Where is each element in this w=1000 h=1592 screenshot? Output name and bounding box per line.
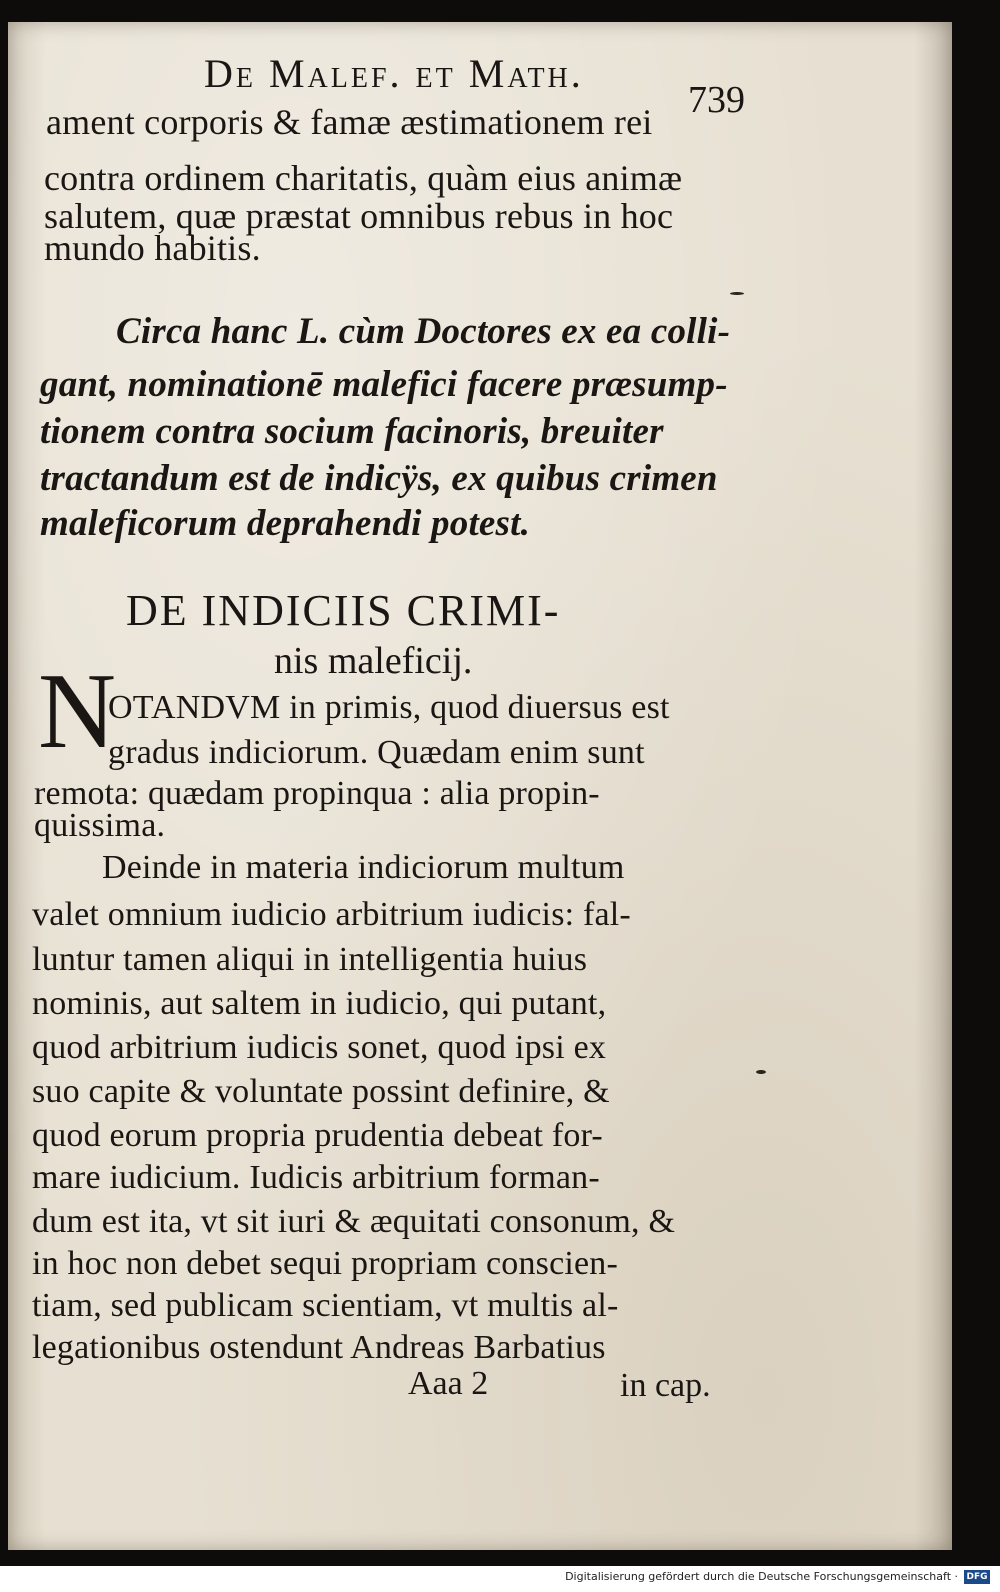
text-line: mundo habitis. (44, 228, 261, 268)
text-line: quissima. (34, 807, 166, 844)
text-line: nominis, aut saltem in iudicio, qui putant, (32, 985, 607, 1022)
credit-bar (0, 1566, 1000, 1592)
italic-line: Circa hanc L. cùm Doctores ex ea colli- (116, 311, 731, 352)
text-line: valet omnium iudicio arbitrium iudicis: fal- (32, 896, 631, 933)
credit-text: Digitalisierung gefördert durch die Deutsche Forschungsgemeinschaft · (565, 1570, 958, 1583)
ink-speck (756, 1070, 766, 1074)
book-page (8, 22, 952, 1550)
text-line: legationibus ostendunt Andreas Barbatius (32, 1329, 606, 1366)
page-number: 739 (688, 79, 745, 121)
section-heading-continuation: nis maleficij. (274, 640, 473, 682)
ink-speck (730, 292, 744, 295)
text-line: salutem, quæ præstat omnibus rebus in hoc (44, 196, 674, 236)
text-line: remota: quædam propinqua : alia propin- (34, 775, 600, 812)
text-line: Deinde in materia indiciorum multum (102, 849, 625, 886)
drop-cap: N (38, 652, 116, 771)
catchword: in cap. (620, 1367, 711, 1404)
text-line: contra ordinem charitatis, quàm eius animæ (44, 158, 683, 198)
text-line: quod eorum propria prudentia debeat for- (32, 1117, 603, 1154)
italic-line: maleficorum deprahendi potest. (40, 503, 531, 544)
text-line: suo capite & voluntate possint definire, & (32, 1073, 610, 1110)
italic-line: gant, nominationē malefici facere præsump- (40, 364, 728, 405)
text-line: tiam, sed publicam scientiam, vt multis al- (32, 1287, 619, 1324)
text-line: gradus indiciorum. Quædam enim sunt (108, 734, 645, 771)
dfg-logo-badge: DFG (964, 1570, 990, 1584)
text-line: dum est ita, vt sit iuri & æquitati consonum, & (32, 1203, 676, 1240)
text-line: quod arbitrium iudicis sonet, quod ipsi ex (32, 1029, 607, 1066)
text-line: in hoc non debet sequi propriam conscien- (32, 1245, 619, 1282)
text-line: mare iudicium. Iudicis arbitrium forman- (32, 1159, 600, 1196)
text-line: ament corporis & famæ æstimationem rei (46, 102, 653, 142)
text-line: luntur tamen aliqui in intelligentia huius (32, 941, 588, 978)
text-line: OTANDVM in primis, quod diuersus est (108, 689, 670, 726)
signature-mark: Aaa 2 (408, 1365, 489, 1402)
running-head: De Malef. et Math. (204, 51, 584, 96)
italic-line: tractandum est de indicÿs, ex quibus crimen (40, 458, 718, 499)
section-heading: DE INDICIIS CRIMI- (126, 586, 561, 635)
italic-line: tionem contra socium facinoris, breuiter (40, 411, 664, 452)
